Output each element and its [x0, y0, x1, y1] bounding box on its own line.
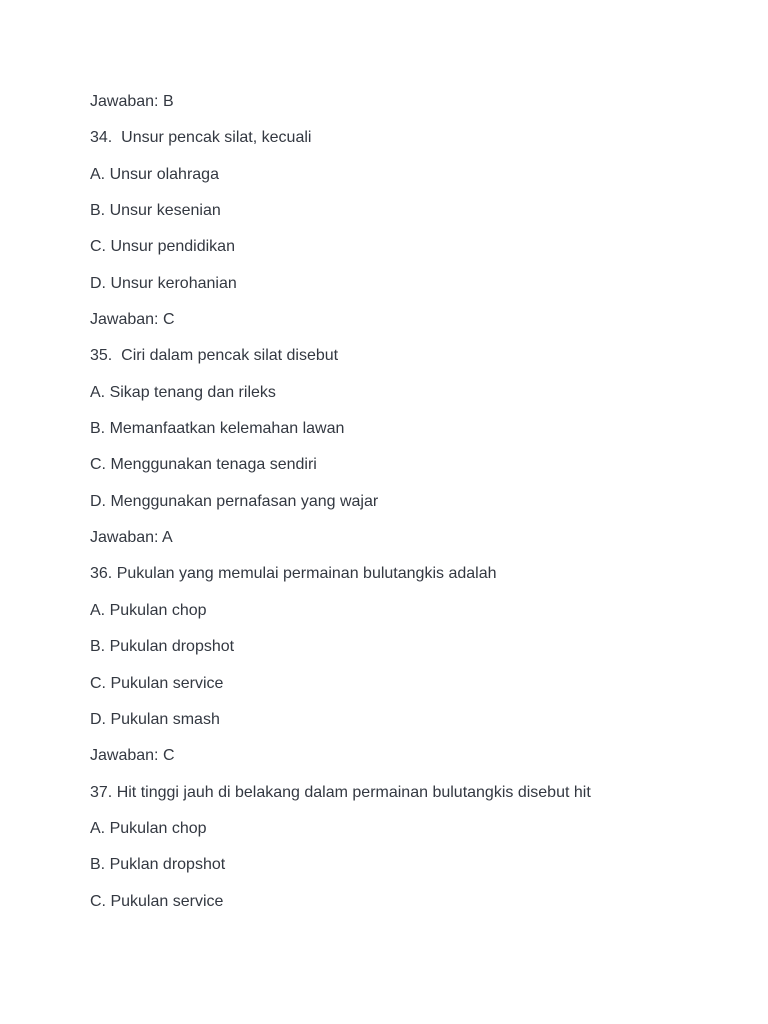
option-c: C. Menggunakan tenaga sendiri — [90, 456, 317, 474]
answer-line: Jawaban: C — [90, 311, 175, 329]
option-b: B. Pukulan dropshot — [90, 638, 235, 656]
option-d: D. Pukulan smash — [90, 710, 220, 728]
option-c: C. Unsur pendidikan — [90, 238, 235, 256]
option-d: D. Unsur kerohanian — [90, 274, 237, 292]
option-c: C. Pukulan service — [90, 674, 224, 692]
option-d: D. Menggunakan pernafasan yang wajar — [90, 492, 379, 510]
option-a: A. Pukulan chop — [90, 819, 207, 837]
option-a: A. Unsur olahraga — [90, 165, 219, 183]
question-35: 35. Ciri dalam pencak silat disebut — [90, 347, 339, 365]
answer-line: Jawaban: B — [90, 93, 174, 110]
answer-line: Jawaban: A — [90, 529, 173, 547]
option-c: C. Pukulan service — [90, 892, 224, 910]
document-text — [90, 92, 730, 928]
answer-line: Jawaban: C — [90, 747, 175, 765]
option-a: A. Pukulan chop — [90, 601, 207, 619]
question-34: 34. Unsur pencak silat, kecuali — [90, 129, 312, 147]
option-b: B. Unsur kesenian — [90, 202, 221, 220]
option-b: B. Memanfaatkan kelemahan lawan — [90, 420, 345, 438]
option-b: B. Puklan dropshot — [90, 856, 226, 874]
question-37: 37. Hit tinggi jauh di belakang dalam permainan bulutangkis disebut hit — [90, 783, 591, 801]
question-36: 36. Pukulan yang memulai permainan bulutangkis adalah — [90, 565, 497, 583]
option-a: A. Sikap tenang dan rileks — [90, 383, 276, 401]
